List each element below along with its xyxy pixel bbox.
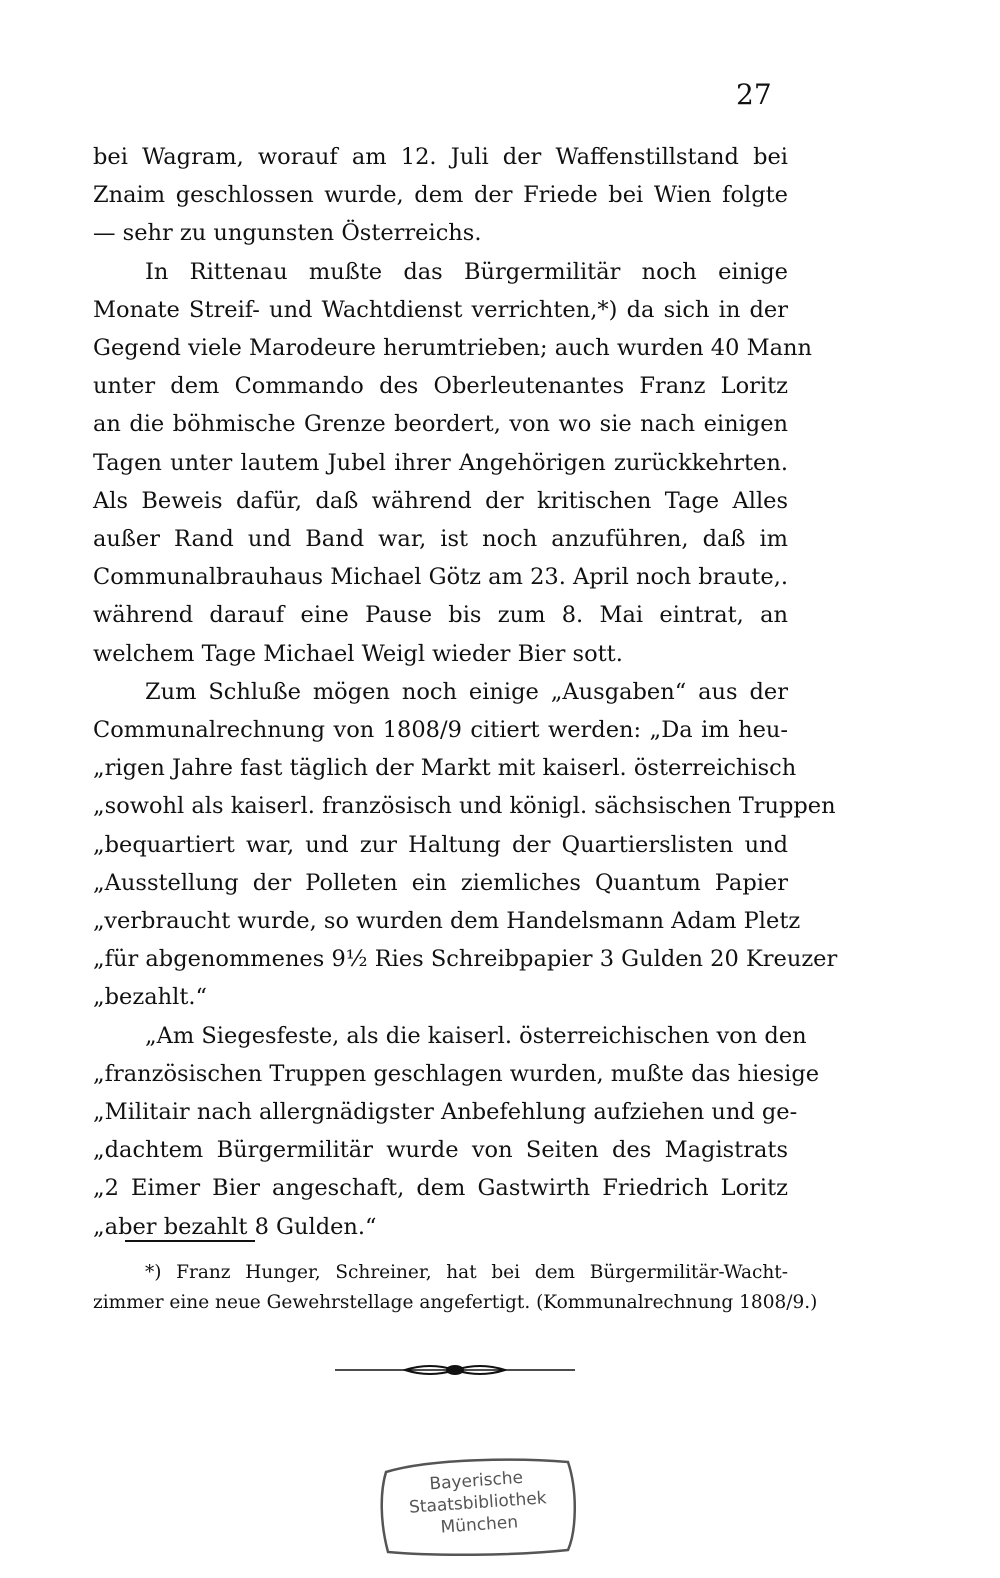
text-line: „bezahlt.“	[93, 984, 208, 1011]
paragraph-1	[93, 138, 788, 253]
text-line: Gegend viele Marodeure herumtrieben; auch wurden 40 Mann	[93, 335, 813, 362]
page-number: 27	[736, 78, 772, 111]
text-line: „rigen Jahre fast täglich der Markt mit kaiserl. österreichisch	[93, 755, 797, 782]
footnote-line: *) Franz Hunger, Schreiner, hat bei dem Bürgermilitär-Wacht-	[145, 1262, 788, 1283]
paragraph-4	[93, 1017, 820, 1246]
text-line: Communalrechnung von 1808/9 citiert werden: „Da im heu-	[93, 717, 788, 744]
text-line: „dachtem Bürgermilitär wurde von Seiten des Magistrats	[93, 1137, 788, 1164]
body-text	[93, 138, 838, 1246]
text-line: „sowohl als kaiserl. französisch und königl. sächsischen Truppen	[93, 793, 836, 820]
text-line: Als Beweis dafür, daß während der kritischen Tage Alles	[93, 487, 788, 514]
text-line: „Am Siegesfeste, als die kaiserl. österreichischen von den	[145, 1022, 807, 1049]
text-line: „verbraucht wurde, so wurden dem Handelsmann Adam Pletz	[93, 908, 801, 935]
text-line: außer Rand und Band war, ist noch anzuführen, daß im	[93, 526, 788, 553]
text-line: Zum Schluße mögen noch einige „Ausgaben“ aus der	[145, 678, 788, 705]
text-line: welchem Tage Michael Weigl wieder Bier sott.	[93, 640, 623, 667]
text-line: Monate Streif- und Wachtdienst verrichten,*) da sich in der	[93, 296, 788, 323]
text-line: „bequartiert war, und zur Haltung der Quartierslisten und	[93, 831, 788, 858]
text-line: bei Wagram, worauf am 12. Juli der Waffenstillstand bei	[93, 144, 788, 170]
footnote-divider	[125, 1240, 255, 1242]
footnote-line: zimmer eine neue Gewehrstellage angefertigt. (Kommunalrechnung 1808/9.)	[93, 1292, 818, 1313]
text-line: „Ausstellung der Polleten ein ziemliches Quantum Papier	[93, 869, 788, 896]
stamp-text	[372, 1452, 584, 1560]
paragraph-3	[93, 673, 838, 1017]
text-line: — sehr zu ungunsten Österreichs.	[93, 220, 482, 247]
ornament-divider	[335, 1360, 575, 1380]
text-line: während darauf eine Pause bis zum 8. Mai eintrat, an	[93, 602, 788, 629]
text-line: In Rittenau mußte das Bürgermilitär noch einige	[145, 258, 788, 285]
text-line: „für abgenommenes 9½ Ries Schreibpapier 3 Gulden 20 Kreuzer	[93, 946, 838, 973]
text-line: „2 Eimer Bier angeschaft, dem Gastwirth Friedrich Loritz	[93, 1175, 788, 1202]
text-line: „französischen Truppen geschlagen wurden, mußte das hiesige	[93, 1060, 820, 1087]
stamp-line: München	[439, 1512, 519, 1538]
stamp-line: Staatsbibliothek	[408, 1488, 548, 1518]
text-line: unter dem Commando des Oberleutenantes Franz Loritz	[93, 373, 788, 400]
stamp-line: Bayerische	[428, 1467, 524, 1495]
text-line: an die böhmische Grenze beordert, von wo sie nach einigen	[93, 411, 788, 438]
text-line: Znaim geschlossen wurde, dem der Friede bei Wien folgte	[93, 182, 788, 209]
text-line: Communalbrauhaus Michael Götz am 23. April noch braute,.	[93, 564, 788, 591]
text-line: Tagen unter lautem Jubel ihrer Angehörigen zurückkehrten.	[93, 449, 788, 476]
text-line: „Militair nach allergnädigster Anbefehlung aufziehen und ge-	[93, 1099, 798, 1126]
text-line: „aber bezahlt 8 Gulden.“	[93, 1213, 377, 1240]
paragraph-2	[93, 253, 813, 673]
footnote	[93, 1258, 818, 1318]
